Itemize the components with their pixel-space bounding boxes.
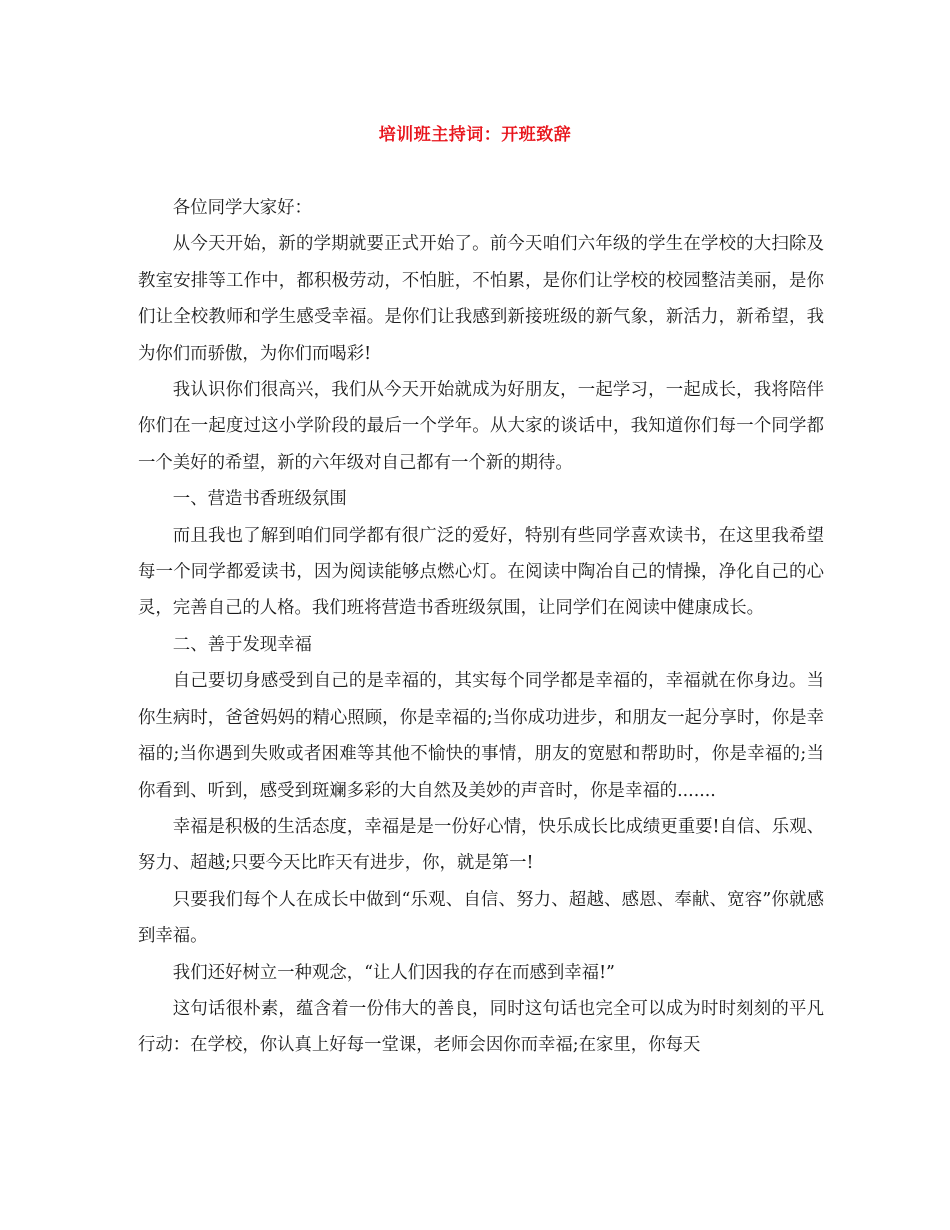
paragraph: 这句话很朴素，蕴含着一份伟大的善良，同时这句话也完全可以成为时时刻刻的平凡行动：在学校，你认真上好每一堂课，老师会因你而幸福;在家里，你每天	[138, 998, 824, 1056]
paragraph-greeting: 各位同学大家好：	[172, 198, 312, 218]
paragraph: 从今天开始，新的学期就要正式开始了。前今天咱们六年级的学生在学校的大扫除及教室安排等工作中，都积极劳动，不怕脏，不怕累，是你们让学校的校园整洁美丽，是你们让全校教师和学生感受幸福。是你们让我感到新接班级的新气象，新活力，新希望，我为你们而骄傲，为你们而喝彩!	[138, 234, 824, 364]
paragraph: 我们还好树立一种观念，“让人们因我的存在而感到幸福!”	[172, 962, 615, 983]
document-body	[138, 190, 824, 1064]
section-heading: 二、善于发现幸福	[172, 634, 312, 655]
paragraph: 幸福是积极的生活态度，幸福是是一份好心情，快乐成长比成绩更重要!自信、乐观、努力、超越;只要今天比昨天有进步，你，就是第一!	[138, 816, 824, 874]
paragraph: 自己要切身感受到自己的是幸福的，其实每个同学都是幸福的，幸福就在你身边。当你生病时，爸爸妈妈的精心照顾，你是幸福的;当你成功进步，和朋友一起分享时，你是幸福的;当你遇到失败或者困难等其他不愉快的事情，朋友的宽慰和帮助时，你是幸福的;当你看到、听到，感受到斑斓多彩的大自然及美妙的声音时，你是幸福的.......	[138, 671, 824, 801]
paragraph: 而且我也了解到咱们同学都有很广泛的爱好，特别有些同学喜欢读书，在这里我希望每一个同学都爱读书，因为阅读能够点燃心灯。在阅读中陶冶自己的情操，净化自己的心灵，完善自己的人格。我们班将营造书香班级氛围，让同学们在阅读中健康成长。	[138, 525, 824, 619]
paragraph: 只要我们每个人在成长中做到“乐观、自信、努力、超越、感恩、奉献、宽容”你就感到幸福。	[138, 889, 824, 947]
section-heading: 一、营造书香班级氛围	[172, 489, 347, 510]
document-title: 培训班主持词：开班致辞	[378, 125, 572, 145]
paragraph: 我认识你们很高兴，我们从今天开始就成为好朋友，一起学习，一起成长，我将陪伴你们在一起度过这小学阶段的最后一个学年。从大家的谈话中，我知道你们每一个同学都一个美好的希望，新的六年级对自己都有一个新的期待。	[138, 380, 824, 473]
